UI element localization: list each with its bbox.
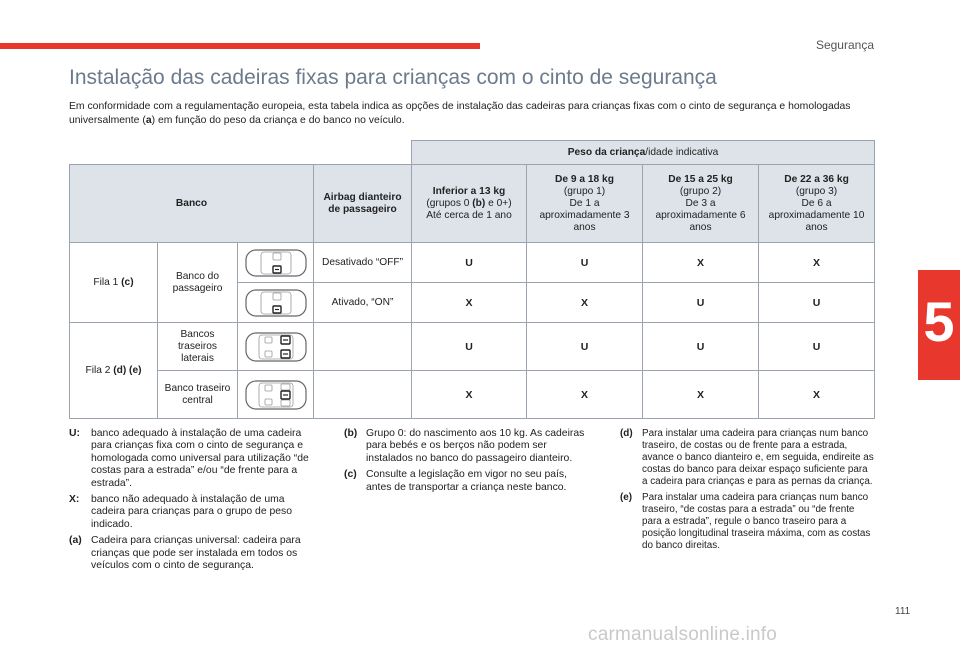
row2-central-mark-1: X <box>527 371 643 419</box>
row2-central-mark-0: X <box>412 371 527 419</box>
section-name: Segurança <box>815 38 874 52</box>
notes-column-3 <box>620 428 874 556</box>
intro-text-end: ) em função do peso da criança e do banco no veículo. <box>151 114 405 126</box>
row2-lateral-mark-0: U <box>412 323 527 371</box>
row1-airbag-off: Desativado “OFF” <box>314 243 412 283</box>
row1-on-mark-0: X <box>412 283 527 323</box>
intro-text-start: Em conformidade com a regulamentação europeia, esta tabela indica as opções de instalação das cadeiras para crianças fixas com o cinto de segurança e homologadas universalmente ( <box>69 101 851 126</box>
row1-off-mark-0: U <box>412 243 527 283</box>
row1-seat: Banco do passageiro <box>158 243 238 323</box>
note-a: (a) Cadeira para crianças universal: cadeira para crianças que pode ser instalada em todos os veículos com o cinto de segurança. <box>69 535 301 572</box>
row1-on-mark-1: X <box>527 283 643 323</box>
row1-airbag-on: Ativado, “ON” <box>314 283 412 323</box>
note-u: U: banco adequado à instalação de uma cadeira para crianças fixa com o cinto de segurança e homologada como universal para utilização “de costas para a estrada” e/ou “de frente para a estrada”. <box>69 428 309 489</box>
top-accent-bar <box>0 43 480 49</box>
row1-on-mark-3: U <box>759 283 875 323</box>
child-seat-table <box>69 140 875 419</box>
car-rear-lateral-icon <box>238 323 314 371</box>
group-header-0: Inferior a 13 kg (grupos 0 (b) e 0+) Até cerca de 1 ano <box>412 165 527 243</box>
row2-central-mark-2: X <box>643 371 759 419</box>
chapter-number: 5 <box>923 290 955 353</box>
row2-lateral-mark-2: U <box>643 323 759 371</box>
row1-off-mark-2: X <box>643 243 759 283</box>
car-front-passenger-icon <box>238 243 314 283</box>
notes-column-2 <box>344 428 592 498</box>
page-number: 111 <box>895 606 911 617</box>
group-header-3: De 22 a 36 kg (grupo 3) De 6 a aproximadamente 10 anos <box>759 165 875 243</box>
weight-header <box>412 141 875 165</box>
seat-column-header: Banco <box>70 165 314 243</box>
weight-header-rest: /idade indicativa <box>645 146 719 158</box>
row1-on-mark-2: U <box>643 283 759 323</box>
car-rear-central-icon <box>238 371 314 419</box>
intro-paragraph <box>69 100 859 127</box>
note-e: (e) Para instalar uma cadeira para crianças num banco traseiro, “de costas para a estrada” ou “de frente para a estrada”, regule o banco traseiro para a posição longitudinal traseira máxima, com as costas do banco direitas. <box>620 492 871 551</box>
group-header-2: De 15 a 25 kg (grupo 2) De 3 a aproximadamente 6 anos <box>643 165 759 243</box>
note-b: (b) Grupo 0: do nascimento aos 10 kg. As cadeiras para bebés e os berços não podem ser instalados no banco do passageiro dianteiro. <box>344 428 585 464</box>
row2-lateral-seat: Bancos traseiros laterais <box>158 323 238 371</box>
weight-header-bold: Peso da criança <box>567 146 646 158</box>
chapter-tab <box>918 270 960 380</box>
row1-label: Fila 1 (c) <box>70 243 158 323</box>
airbag-column-header: Airbag dianteiro de passageiro <box>314 165 412 243</box>
note-d: (d) Para instalar uma cadeira para crianças num banco traseiro, de costas ou de frente para a estrada, avance o banco dianteiro e, em seguida, endireite as costas do banco para deixar espaço suficiente para a cadeira para crianças e para as pernas da criança. <box>620 428 874 487</box>
row2-central-seat: Banco traseiro central <box>158 371 238 419</box>
row2-central-mark-3: X <box>759 371 875 419</box>
row2-lateral-airbag <box>314 323 412 371</box>
table-corner <box>70 141 412 165</box>
note-c: (c) Consulte a legislação em vigor no seu país, antes de transportar a criança neste banco. <box>344 469 567 493</box>
row2-lateral-mark-3: U <box>759 323 875 371</box>
page-title: Instalação das cadeiras fixas para crianças com o cinto de segurança <box>69 66 717 89</box>
notes-column-1 <box>69 428 321 576</box>
note-x: X: banco não adequado à instalação de uma cadeira para crianças para o grupo de peso indicado. <box>69 494 293 530</box>
row2-lateral-mark-1: U <box>527 323 643 371</box>
row1-off-mark-3: X <box>759 243 875 283</box>
row2-label: Fila 2 (d) (e) <box>70 323 158 419</box>
row2-central-airbag <box>314 371 412 419</box>
group-header-1: De 9 a 18 kg (grupo 1) De 1 a aproximadamente 3 anos <box>527 165 643 243</box>
car-front-passenger-icon <box>238 283 314 323</box>
watermark: carmanualsonline.info <box>588 624 778 645</box>
intro-ref-a: a <box>145 114 152 126</box>
row1-off-mark-1: U <box>527 243 643 283</box>
